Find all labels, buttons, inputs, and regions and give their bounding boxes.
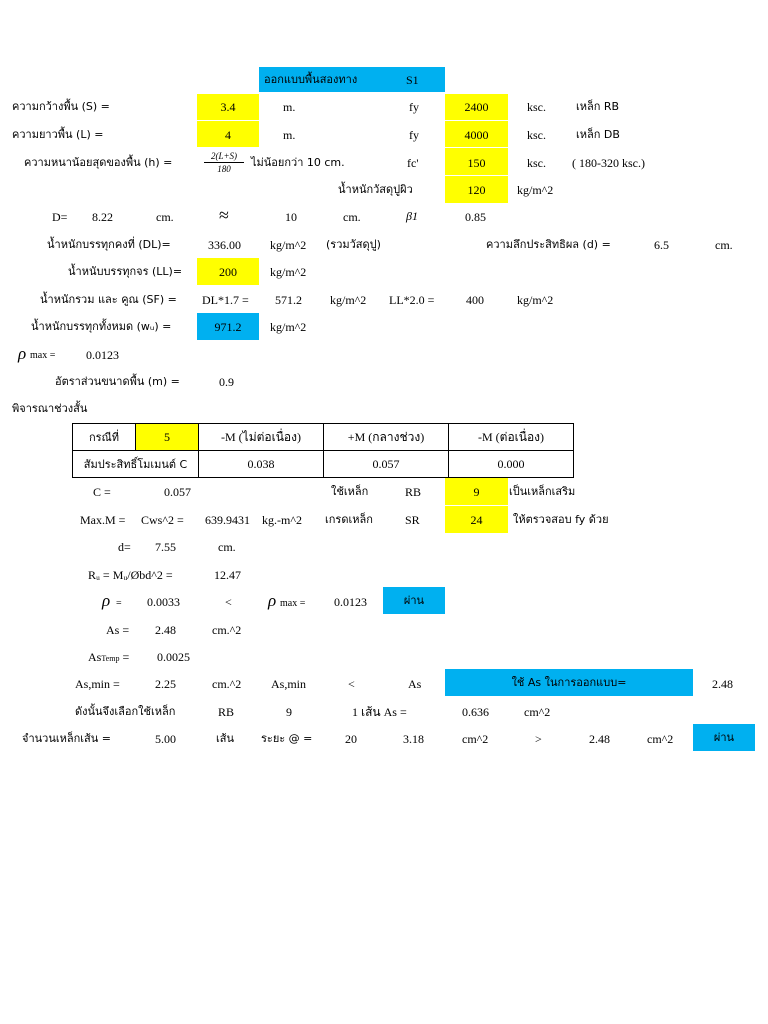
thickness-formula xyxy=(204,151,244,174)
bar-size-value: 9 xyxy=(473,485,480,499)
one-bar-as-label: 1 เส้น As = xyxy=(352,705,407,719)
slab-length-unit: m. xyxy=(283,128,296,142)
rho-max-value-2: 0.0123 xyxy=(334,595,367,609)
dead-load-note: (รวมวัสดุปู) xyxy=(326,238,381,251)
fc-label: fc' xyxy=(407,156,419,170)
rho-symbol: ρ xyxy=(18,344,27,363)
c-value: 0.057 xyxy=(164,485,191,499)
dl-factor-unit: kg/m^2 xyxy=(330,293,367,307)
spacing-value: 20 xyxy=(345,732,357,746)
max-moment-label: Max.M = xyxy=(80,513,126,527)
provided-area-unit: cm^2 xyxy=(462,732,489,746)
dl-factor-value: 571.2 xyxy=(275,293,302,307)
title-id: S1 xyxy=(406,73,419,87)
rounded-unit: cm. xyxy=(343,210,361,224)
ru-value: 12.47 xyxy=(214,568,241,582)
rounded-value: 10 xyxy=(285,210,297,224)
select-steel-type: RB xyxy=(218,705,235,719)
as-min-unit: cm.^2 xyxy=(212,677,242,691)
effective-depth-unit: cm. xyxy=(715,238,733,252)
required-area-unit: cm^2 xyxy=(647,732,674,746)
rho-symbol-2: ρ xyxy=(102,591,111,610)
as-temp-sub: Temp xyxy=(101,654,120,663)
coef-value-3: 0.000 xyxy=(449,451,574,478)
use-steel-label: ใช้เหล็ก xyxy=(331,485,369,498)
ll-factor-value: 400 xyxy=(466,293,484,307)
steel-type-sr: SR xyxy=(405,513,420,527)
finish-load-value: 120 xyxy=(467,183,486,197)
less-than-symbol: < xyxy=(225,595,232,609)
approx-symbol: ≈ xyxy=(219,205,229,225)
d-value: 8.22 xyxy=(92,210,113,224)
grade-value: 24 xyxy=(470,513,483,527)
design-as-value: 2.48 xyxy=(712,677,733,691)
finish-load-unit: kg/m^2 xyxy=(517,183,554,197)
depth-value: 7.55 xyxy=(155,540,176,554)
steel-db-label: เหล็ก DB xyxy=(576,128,620,141)
rho-symbol-3: ρ xyxy=(268,591,277,610)
rho-value: 0.0033 xyxy=(147,595,180,609)
ll-factor-unit: kg/m^2 xyxy=(517,293,554,307)
beta-value: 0.85 xyxy=(465,210,486,224)
dead-load-label: น้ำหนักบรรทุกคงที่ (DL)= xyxy=(47,238,171,251)
coef-value-2: 0.057 xyxy=(324,451,449,478)
total-load-label: น้ำหนักบรรทุกทั้งหมด (wᵤ) = xyxy=(31,320,172,333)
dead-load-unit: kg/m^2 xyxy=(270,238,307,252)
formula-numerator: 2(L+S) xyxy=(210,151,238,161)
short-span-heading: พิจารณาช่วงสั้น xyxy=(12,402,88,415)
as-unit: cm.^2 xyxy=(212,623,242,637)
finish-load-label: น้ำหนักวัสดุปูผิว xyxy=(338,183,413,196)
provided-area-value: 3.18 xyxy=(403,732,424,746)
live-load-unit: kg/m^2 xyxy=(270,265,307,279)
steel-grade-label: เกรดเหล็ก xyxy=(325,513,373,526)
as-label: As = xyxy=(106,623,130,637)
select-steel-label: ดังนั้นจึงเลือกใช้เหล็ก xyxy=(75,705,176,718)
reinforcement-note: เป็นเหล็กเสริม xyxy=(509,485,576,498)
d-unit: cm. xyxy=(156,210,174,224)
as-min-label: As,min = xyxy=(75,677,120,691)
slab-width-unit: m. xyxy=(283,100,296,114)
steel-rb-label: เหล็ก RB xyxy=(576,100,620,113)
as-value: 2.48 xyxy=(155,623,176,637)
dead-load-value: 336.00 xyxy=(208,238,241,252)
factored-load-label: น้ำหนักรวม และ คูณ (SF) = xyxy=(40,293,177,306)
final-check-status-text: ผ่าน xyxy=(713,731,735,744)
formula-denominator: 180 xyxy=(217,164,231,174)
slab-width-label: ความกว้างพื้น (S) = xyxy=(12,100,110,113)
slab-length-value: 4 xyxy=(225,128,231,142)
aspect-ratio-label: อัตราส่วนขนาดพื้น (m) = xyxy=(55,375,180,388)
max-moment-unit: kg.-m^2 xyxy=(262,513,302,527)
case-label: กรณีที่ xyxy=(73,424,136,451)
col-neg-discontinuous: -M (ไม่ต่อเนื่อง) xyxy=(199,424,324,451)
fy-rb-value: 2400 xyxy=(464,100,489,114)
fc-value: 150 xyxy=(467,156,486,170)
bar-count-unit: เส้น xyxy=(216,732,234,745)
as-temp-label xyxy=(88,651,129,663)
ru-label: Rᵤ = Mᵤ/Øbd^2 = xyxy=(88,568,173,582)
steel-type-rb: RB xyxy=(405,485,422,499)
one-bar-as-unit: cm^2 xyxy=(524,705,551,719)
greater-than-symbol: > xyxy=(535,732,542,746)
beta-label: β1 xyxy=(406,209,418,223)
slab-width-value: 3.4 xyxy=(220,100,236,114)
rho-max-value: 0.0123 xyxy=(86,348,119,362)
col-neg-continuous: -M (ต่อเนื่อง) xyxy=(449,424,574,451)
select-steel-size: 9 xyxy=(286,705,292,719)
rho-check-status-text: ผ่าน xyxy=(403,594,425,607)
total-load-unit: kg/m^2 xyxy=(270,320,307,334)
rho-max-label-2: max = xyxy=(280,598,306,609)
fy-label: fy xyxy=(409,100,419,114)
min-thickness-label: ความหนาน้อยสุดของพื้น (h) = xyxy=(24,156,173,169)
max-moment-value: 639.9431 xyxy=(205,513,250,527)
as-min-value: 2.25 xyxy=(155,677,176,691)
title-text: ออกแบบพื้นสองทาง xyxy=(264,73,358,86)
max-moment-formula: Cws^2 = xyxy=(141,513,184,527)
as-temp-eq: = xyxy=(122,650,130,664)
fy-db-value: 4000 xyxy=(464,128,489,142)
formula-bar xyxy=(204,162,244,163)
total-load-value: 971.2 xyxy=(214,320,242,334)
dl-factor-label: DL*1.7 = xyxy=(202,293,249,307)
design-as-label: ใช้ As ในการออกแบบ= xyxy=(511,676,627,689)
effective-depth-value: 6.5 xyxy=(654,238,669,252)
spacing-label: ระยะ @ = xyxy=(261,732,313,745)
one-bar-as-value: 0.636 xyxy=(462,705,489,719)
moment-coef-table xyxy=(72,423,574,478)
check-fy-note: ให้ตรวจสอบ fy ด้วย xyxy=(513,513,609,526)
aspect-ratio-value: 0.9 xyxy=(219,375,234,389)
slab-length-label: ความยาวพื้น (L) = xyxy=(12,128,104,141)
live-load-value: 200 xyxy=(219,265,237,279)
ksc-unit-2: ksc. xyxy=(527,128,546,142)
required-area-value: 2.48 xyxy=(589,732,610,746)
ll-factor-label: LL*2.0 = xyxy=(389,293,435,307)
ksc-unit-3: ksc. xyxy=(527,156,546,170)
bar-count-label: จำนวนเหล็กเส้น = xyxy=(22,732,111,745)
less-than-symbol-2: < xyxy=(348,677,355,691)
case-value[interactable]: 5 xyxy=(136,424,199,451)
depth-label: d= xyxy=(118,540,131,554)
rho-max-label: max = xyxy=(30,350,56,361)
live-load-label: น้ำหนับบรรทุกจร (LL)= xyxy=(68,265,183,278)
col-pos-midspan: +M (กลางช่วง) xyxy=(324,424,449,451)
depth-unit: cm. xyxy=(218,540,236,554)
coef-label: สัมประสิทธิ์โมเมนต์ C xyxy=(73,451,199,478)
effective-depth-label: ความลึกประสิทธิผล (d) = xyxy=(486,238,611,251)
as-temp-main: As xyxy=(88,650,102,664)
rho-eq: = xyxy=(116,598,122,609)
as-compare: As xyxy=(408,677,422,691)
fc-range: ( 180-320 ksc.) xyxy=(572,156,645,170)
ksc-unit: ksc. xyxy=(527,100,546,114)
as-temp-value: 0.0025 xyxy=(157,650,190,664)
as-min-label-2: As,min xyxy=(271,677,307,691)
c-label: C = xyxy=(93,485,111,499)
coef-value-1: 0.038 xyxy=(199,451,324,478)
bar-count-value: 5.00 xyxy=(155,732,176,746)
d-label: D= xyxy=(52,210,68,224)
fy-label-2: fy xyxy=(409,128,419,142)
min-thickness-note: ไม่น้อยกว่า 10 cm. xyxy=(251,156,345,169)
